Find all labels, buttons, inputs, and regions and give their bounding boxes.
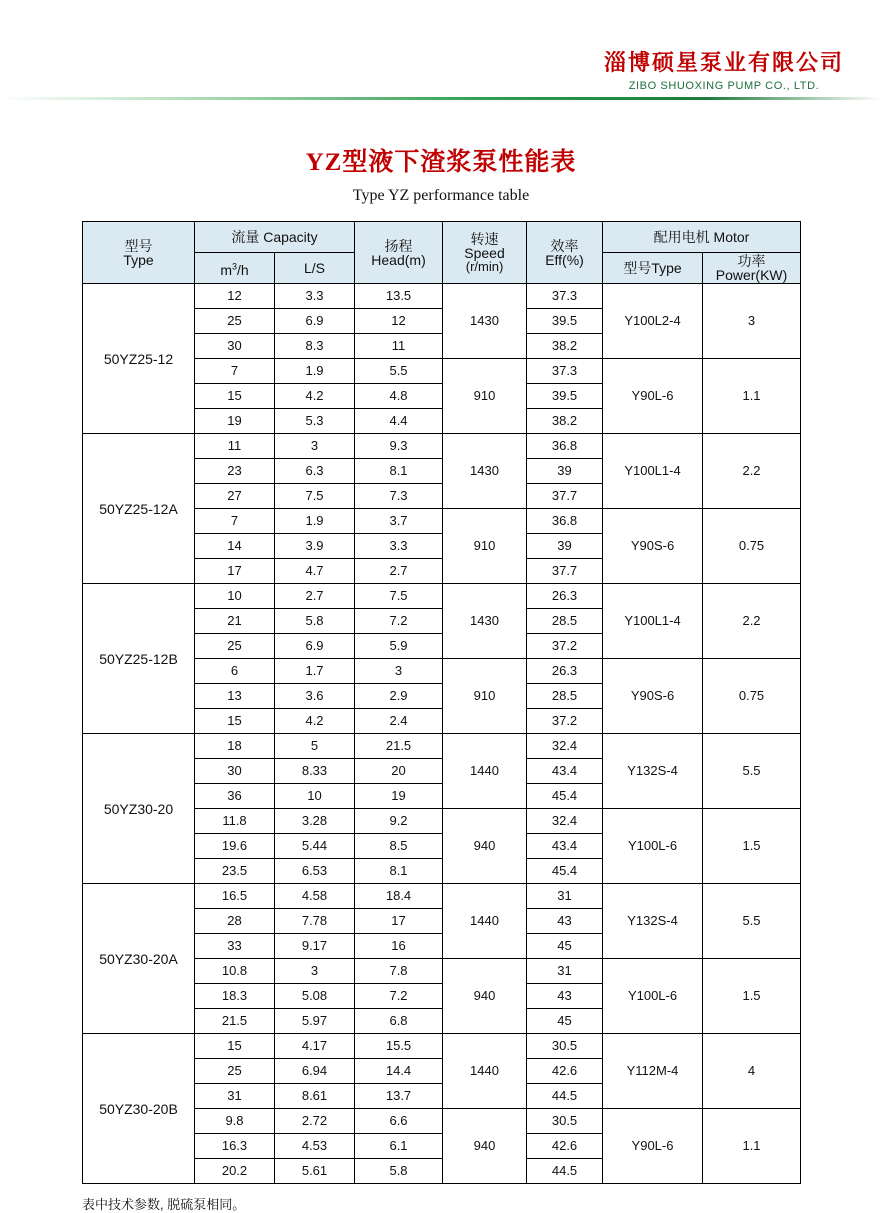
cell-pump-type: 50YZ30-20A xyxy=(83,884,195,1034)
company-branding xyxy=(604,50,844,94)
cell-ls: 6.53 xyxy=(275,859,355,884)
cell-head: 8.1 xyxy=(355,859,443,884)
cell-motor-power: 1.5 xyxy=(703,809,801,884)
cell-head: 4.4 xyxy=(355,409,443,434)
cell-speed: 1430 xyxy=(443,284,527,359)
cell-ls: 3 xyxy=(275,959,355,984)
cell-speed: 1440 xyxy=(443,884,527,959)
cell-m3h: 19 xyxy=(195,409,275,434)
cell-ls: 1.9 xyxy=(275,509,355,534)
cell-m3h: 15 xyxy=(195,384,275,409)
header-type-en: Type xyxy=(123,251,154,268)
cell-head: 5.5 xyxy=(355,359,443,384)
cell-ls: 8.3 xyxy=(275,334,355,359)
performance-table-wrapper xyxy=(82,221,800,1184)
cell-head: 21.5 xyxy=(355,734,443,759)
cell-motor-type: Y90L-6 xyxy=(603,359,703,434)
header-capacity-m3h xyxy=(195,253,275,284)
cell-efficiency: 26.3 xyxy=(527,584,603,609)
cell-m3h: 18.3 xyxy=(195,984,275,1009)
cell-motor-power: 0.75 xyxy=(703,659,801,734)
cell-speed: 910 xyxy=(443,509,527,584)
cell-head: 7.2 xyxy=(355,984,443,1009)
company-name-cn: 淄博硕星泵业有限公司 xyxy=(603,50,844,75)
header-eff-cn: 效率 xyxy=(550,237,579,254)
cell-head: 20 xyxy=(355,759,443,784)
cell-m3h: 23 xyxy=(195,459,275,484)
table-row xyxy=(83,734,801,759)
header-motor: 配用电机 Motor xyxy=(603,222,801,253)
cell-efficiency: 39.5 xyxy=(527,384,603,409)
cell-m3h: 21 xyxy=(195,609,275,634)
cell-m3h: 28 xyxy=(195,909,275,934)
cell-ls: 3.6 xyxy=(275,684,355,709)
page-title-en: Type YZ performance table xyxy=(352,187,530,204)
cell-head: 8.1 xyxy=(355,459,443,484)
cell-m3h: 9.8 xyxy=(195,1109,275,1134)
cell-head: 18.4 xyxy=(355,884,443,909)
cell-efficiency: 43 xyxy=(527,909,603,934)
header-type xyxy=(83,222,195,284)
cell-efficiency: 28.5 xyxy=(527,609,603,634)
cell-ls: 6.9 xyxy=(275,634,355,659)
cell-speed: 1430 xyxy=(443,584,527,659)
cell-efficiency: 30.5 xyxy=(527,1109,603,1134)
cell-ls: 5.44 xyxy=(275,834,355,859)
cell-head: 17 xyxy=(355,909,443,934)
cell-m3h: 25 xyxy=(195,309,275,334)
cell-ls: 6.9 xyxy=(275,309,355,334)
page-header xyxy=(0,0,882,108)
cell-m3h: 23.5 xyxy=(195,859,275,884)
cell-head: 2.7 xyxy=(355,559,443,584)
cell-ls: 10 xyxy=(275,784,355,809)
cell-efficiency: 26.3 xyxy=(527,659,603,684)
cell-m3h: 14 xyxy=(195,534,275,559)
cell-ls: 5.8 xyxy=(275,609,355,634)
cell-pump-type: 50YZ30-20 xyxy=(83,734,195,884)
cell-m3h: 11 xyxy=(195,434,275,459)
header-capacity-ls: L/S xyxy=(275,253,355,284)
cell-m3h: 12 xyxy=(195,284,275,309)
cell-ls: 1.7 xyxy=(275,659,355,684)
table-row xyxy=(83,884,801,909)
cell-ls: 1.9 xyxy=(275,359,355,384)
header-speed xyxy=(443,222,527,284)
header-speed-unit: (r/min) xyxy=(465,258,504,274)
cell-speed: 1430 xyxy=(443,434,527,509)
cell-pump-type: 50YZ25-12A xyxy=(83,434,195,584)
cell-motor-power: 2.2 xyxy=(703,434,801,509)
cell-motor-type: Y90S-6 xyxy=(603,659,703,734)
header-capacity-m3h-label: $m^3/h$ xyxy=(220,261,249,278)
cell-motor-type: Y132S-4 xyxy=(603,884,703,959)
cell-head: 6.6 xyxy=(355,1109,443,1134)
performance-table xyxy=(82,221,801,1184)
cell-head: 5.8 xyxy=(355,1159,443,1184)
cell-ls: 4.17 xyxy=(275,1034,355,1059)
cell-motor-power: 2.2 xyxy=(703,584,801,659)
cell-ls: 6.3 xyxy=(275,459,355,484)
header-speed-en: Speed xyxy=(464,244,505,261)
cell-motor-type: Y132S-4 xyxy=(603,734,703,809)
cell-motor-type: Y90S-6 xyxy=(603,509,703,584)
cell-head: 6.1 xyxy=(355,1134,443,1159)
header-motor-type: 型号Type xyxy=(603,253,703,284)
cell-ls: 4.7 xyxy=(275,559,355,584)
cell-m3h: 25 xyxy=(195,1059,275,1084)
cell-efficiency: 31 xyxy=(527,959,603,984)
cell-m3h: 19.6 xyxy=(195,834,275,859)
header-divider xyxy=(0,97,882,100)
cell-efficiency: 37.3 xyxy=(527,359,603,384)
cell-motor-power: 1.5 xyxy=(703,959,801,1034)
cell-head: 12 xyxy=(355,309,443,334)
cell-head: 2.4 xyxy=(355,709,443,734)
cell-efficiency: 37.2 xyxy=(527,634,603,659)
cell-ls: 4.2 xyxy=(275,709,355,734)
cell-efficiency: 39 xyxy=(527,459,603,484)
table-header xyxy=(83,222,801,284)
cell-speed: 910 xyxy=(443,659,527,734)
cell-head: 7.5 xyxy=(355,584,443,609)
cell-head: 3 xyxy=(355,659,443,684)
table-row xyxy=(83,584,801,609)
cell-ls: 2.72 xyxy=(275,1109,355,1134)
cell-m3h: 7 xyxy=(195,509,275,534)
cell-head: 7.2 xyxy=(355,609,443,634)
page-title-cn: YZ型液下渣浆泵性能表 xyxy=(305,149,577,176)
cell-m3h: 16.5 xyxy=(195,884,275,909)
cell-ls: 5.3 xyxy=(275,409,355,434)
header-head-cn: 扬程 xyxy=(384,237,413,254)
cell-head: 16 xyxy=(355,934,443,959)
cell-head: 6.8 xyxy=(355,1009,443,1034)
cell-m3h: 25 xyxy=(195,634,275,659)
cell-m3h: 6 xyxy=(195,659,275,684)
cell-m3h: 16.3 xyxy=(195,1134,275,1159)
cell-ls: 7.78 xyxy=(275,909,355,934)
cell-m3h: 36 xyxy=(195,784,275,809)
cell-ls: 4.53 xyxy=(275,1134,355,1159)
cell-efficiency: 37.2 xyxy=(527,709,603,734)
cell-ls: 7.5 xyxy=(275,484,355,509)
header-motor-power: 功率Power(KW) xyxy=(703,253,801,284)
cell-efficiency: 45 xyxy=(527,934,603,959)
cell-head: 11 xyxy=(355,334,443,359)
cell-pump-type: 50YZ30-20B xyxy=(83,1034,195,1184)
header-efficiency xyxy=(527,222,603,284)
cell-speed: 1440 xyxy=(443,734,527,809)
cell-motor-power: 1.1 xyxy=(703,359,801,434)
header-eff-en: Eff(%) xyxy=(545,251,584,268)
cell-ls: 2.7 xyxy=(275,584,355,609)
cell-motor-power: 5.5 xyxy=(703,884,801,959)
header-speed-cn: 转速 xyxy=(470,230,499,247)
cell-m3h: 27 xyxy=(195,484,275,509)
cell-efficiency: 37.7 xyxy=(527,484,603,509)
cell-motor-power: 3 xyxy=(703,284,801,359)
cell-ls: 8.33 xyxy=(275,759,355,784)
cell-efficiency: 45.4 xyxy=(527,859,603,884)
cell-m3h: 20.2 xyxy=(195,1159,275,1184)
cell-head: 7.3 xyxy=(355,484,443,509)
cell-head: 2.9 xyxy=(355,684,443,709)
cell-head: 14.4 xyxy=(355,1059,443,1084)
cell-motor-type: Y100L-6 xyxy=(603,809,703,884)
cell-efficiency: 42.6 xyxy=(527,1059,603,1084)
cell-ls: 6.94 xyxy=(275,1059,355,1084)
cell-efficiency: 32.4 xyxy=(527,809,603,834)
header-head-en: Head(m) xyxy=(371,251,426,268)
cell-ls: 5.97 xyxy=(275,1009,355,1034)
table-row xyxy=(83,284,801,309)
cell-ls: 5.08 xyxy=(275,984,355,1009)
cell-ls: 3.28 xyxy=(275,809,355,834)
cell-pump-type: 50YZ25-12 xyxy=(83,284,195,434)
cell-speed: 910 xyxy=(443,359,527,434)
cell-m3h: 13 xyxy=(195,684,275,709)
cell-motor-power: 0.75 xyxy=(703,509,801,584)
cell-motor-type: Y112M-4 xyxy=(603,1034,703,1109)
cell-efficiency: 36.8 xyxy=(527,434,603,459)
cell-head: 19 xyxy=(355,784,443,809)
table-body xyxy=(83,284,801,1184)
cell-head: 9.3 xyxy=(355,434,443,459)
cell-efficiency: 45.4 xyxy=(527,784,603,809)
cell-efficiency: 31 xyxy=(527,884,603,909)
cell-head: 8.5 xyxy=(355,834,443,859)
cell-head: 9.2 xyxy=(355,809,443,834)
header-type-cn: 型号 xyxy=(124,237,153,254)
cell-m3h: 31 xyxy=(195,1084,275,1109)
cell-efficiency: 38.2 xyxy=(527,409,603,434)
header-head xyxy=(355,222,443,284)
cell-speed: 940 xyxy=(443,959,527,1034)
cell-m3h: 7 xyxy=(195,359,275,384)
cell-m3h: 10.8 xyxy=(195,959,275,984)
cell-head: 13.5 xyxy=(355,284,443,309)
cell-ls: 5 xyxy=(275,734,355,759)
cell-efficiency: 38.2 xyxy=(527,334,603,359)
cell-motor-power: 5.5 xyxy=(703,734,801,809)
cell-efficiency: 39 xyxy=(527,534,603,559)
cell-ls: 3.3 xyxy=(275,284,355,309)
cell-ls: 5.61 xyxy=(275,1159,355,1184)
cell-head: 7.8 xyxy=(355,959,443,984)
cell-motor-power: 4 xyxy=(703,1034,801,1109)
cell-head: 13.7 xyxy=(355,1084,443,1109)
header-capacity: 流量 Capacity xyxy=(195,222,355,253)
cell-m3h: 11.8 xyxy=(195,809,275,834)
cell-m3h: 10 xyxy=(195,584,275,609)
table-note: 表中技术参数, 脱硫泵相同。 xyxy=(82,1197,246,1212)
cell-speed: 940 xyxy=(443,1109,527,1184)
cell-m3h: 15 xyxy=(195,709,275,734)
cell-motor-type: Y100L1-4 xyxy=(603,584,703,659)
cell-ls: 9.17 xyxy=(275,934,355,959)
cell-ls: 3.9 xyxy=(275,534,355,559)
cell-efficiency: 37.7 xyxy=(527,559,603,584)
cell-motor-power: 1.1 xyxy=(703,1109,801,1184)
cell-head: 3.3 xyxy=(355,534,443,559)
cell-pump-type: 50YZ25-12B xyxy=(83,584,195,734)
company-name-en: ZIBO SHUOXING PUMP CO., LTD. xyxy=(628,80,820,92)
cell-efficiency: 44.5 xyxy=(527,1159,603,1184)
cell-efficiency: 28.5 xyxy=(527,684,603,709)
cell-ls: 4.58 xyxy=(275,884,355,909)
cell-m3h: 17 xyxy=(195,559,275,584)
cell-m3h: 18 xyxy=(195,734,275,759)
cell-ls: 8.61 xyxy=(275,1084,355,1109)
cell-speed: 1440 xyxy=(443,1034,527,1109)
cell-motor-type: Y100L1-4 xyxy=(603,434,703,509)
cell-motor-type: Y90L-6 xyxy=(603,1109,703,1184)
cell-m3h: 21.5 xyxy=(195,1009,275,1034)
cell-efficiency: 30.5 xyxy=(527,1034,603,1059)
cell-efficiency: 32.4 xyxy=(527,734,603,759)
cell-head: 4.8 xyxy=(355,384,443,409)
cell-efficiency: 45 xyxy=(527,1009,603,1034)
cell-head: 5.9 xyxy=(355,634,443,659)
table-row xyxy=(83,434,801,459)
cell-ls: 3 xyxy=(275,434,355,459)
cell-motor-type: Y100L-6 xyxy=(603,959,703,1034)
cell-head: 15.5 xyxy=(355,1034,443,1059)
cell-head: 3.7 xyxy=(355,509,443,534)
cell-m3h: 30 xyxy=(195,334,275,359)
table-row xyxy=(83,1034,801,1059)
cell-motor-type: Y100L2-4 xyxy=(603,284,703,359)
cell-m3h: 15 xyxy=(195,1034,275,1059)
cell-ls: 4.2 xyxy=(275,384,355,409)
cell-efficiency: 43.4 xyxy=(527,834,603,859)
cell-speed: 940 xyxy=(443,809,527,884)
cell-efficiency: 43 xyxy=(527,984,603,1009)
table-header-row-1 xyxy=(83,222,801,253)
cell-efficiency: 36.8 xyxy=(527,509,603,534)
cell-m3h: 30 xyxy=(195,759,275,784)
cell-m3h: 33 xyxy=(195,934,275,959)
cell-efficiency: 39.5 xyxy=(527,309,603,334)
cell-efficiency: 43.4 xyxy=(527,759,603,784)
cell-efficiency: 37.3 xyxy=(527,284,603,309)
cell-efficiency: 44.5 xyxy=(527,1084,603,1109)
cell-efficiency: 42.6 xyxy=(527,1134,603,1159)
